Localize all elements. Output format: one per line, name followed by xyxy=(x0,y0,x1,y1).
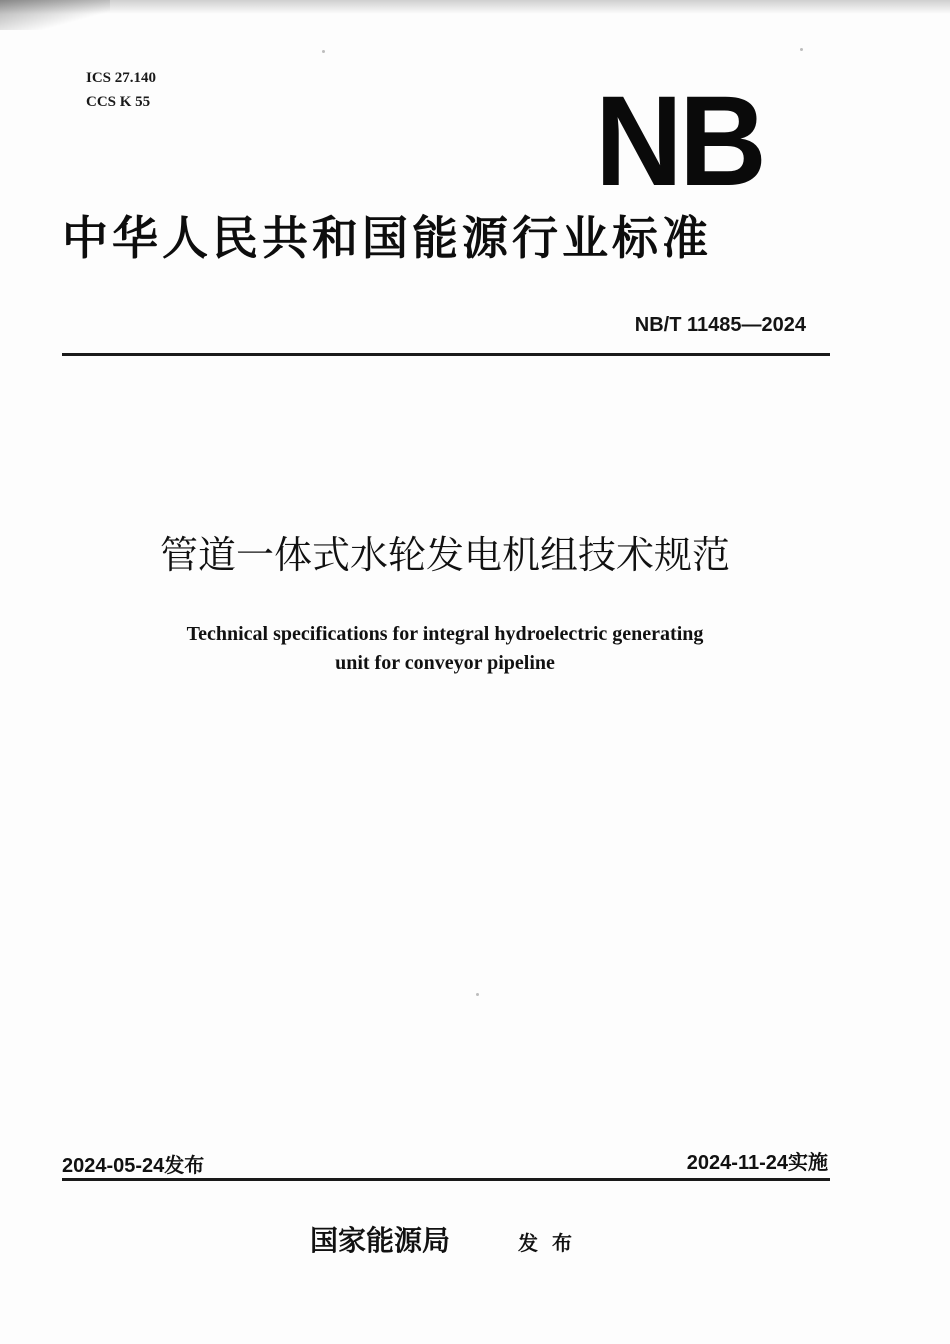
standard-number: NB/T 11485—2024 xyxy=(634,314,806,336)
publish-label: 发布 xyxy=(518,1231,586,1255)
scan-speck xyxy=(800,48,803,51)
implementation-date: 2024-11-24实施 xyxy=(686,1152,828,1174)
nb-logo: NB xyxy=(595,70,764,213)
issuing-authority-heading: 中华人民共和国能源行业标准 xyxy=(62,211,712,265)
publisher-name: 国家能源局 xyxy=(310,1224,451,1257)
scan-corner-shadow xyxy=(0,0,110,30)
issue-date: 2024-05-24发布 xyxy=(62,1155,205,1177)
bottom-divider xyxy=(62,1178,830,1181)
top-divider xyxy=(62,353,830,356)
english-title-line-1: Technical specifications for integral hydroelectric generating xyxy=(186,623,704,645)
scan-speck xyxy=(476,993,479,996)
scan-speck xyxy=(322,50,325,53)
ccs-code: CCS K 55 xyxy=(86,94,151,110)
english-title xyxy=(0,620,890,678)
chinese-title: 管道一体式水轮发电机组技术规范 xyxy=(159,533,730,577)
ics-code: ICS 27.140 xyxy=(86,70,157,86)
english-title-line-2: unit for conveyor pipeline xyxy=(335,652,555,674)
classification-codes xyxy=(86,66,156,114)
scan-edge-shadow xyxy=(0,0,950,14)
